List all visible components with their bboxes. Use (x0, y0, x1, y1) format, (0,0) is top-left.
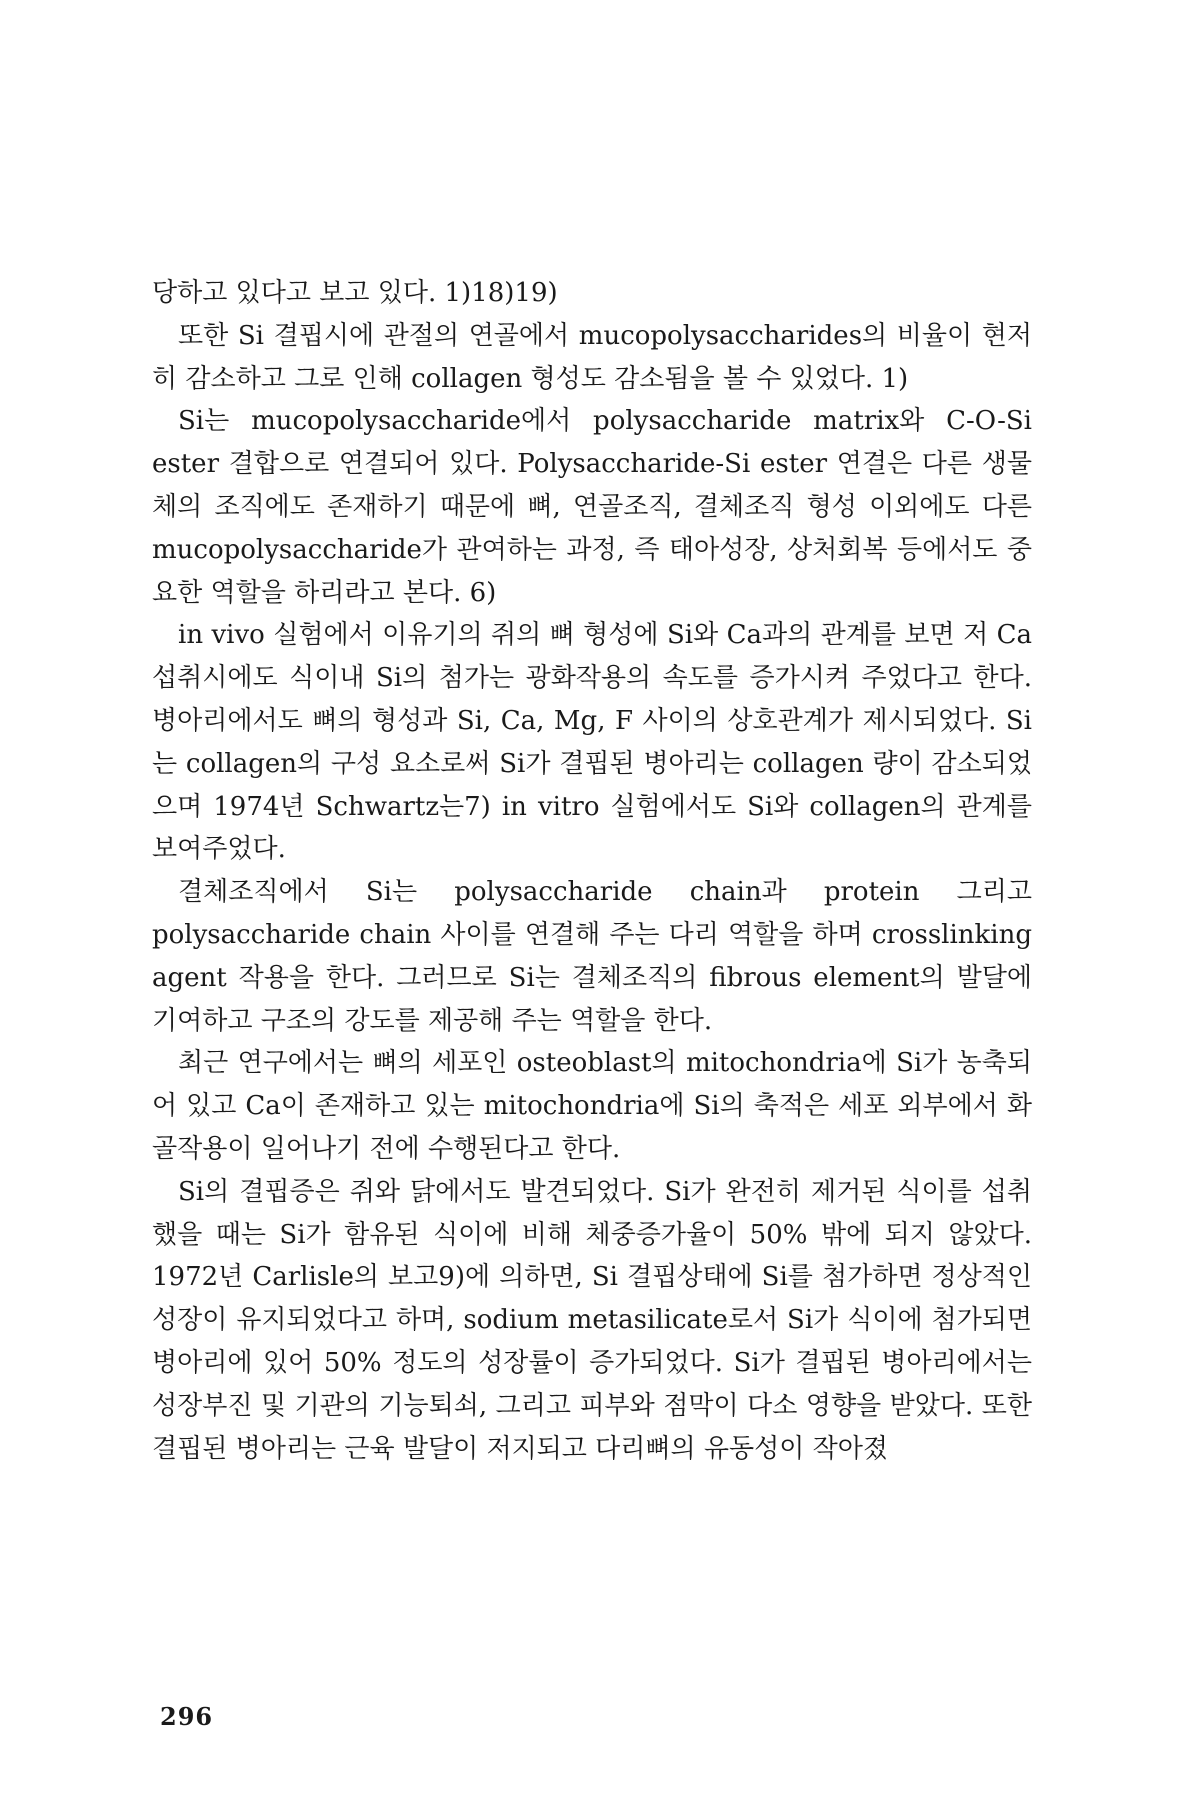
paragraph: Si의 결핍증은 쥐와 닭에서도 발견되었다. Si가 완전히 제거된 식이를 섭취했을 때는 Si가 함유된 식이에 비해 체중증가율이 50% 밖에 되지 않았다. 1972년 Carlisle의 보고9)에 의하면, Si 결핍상태에 Si를 첨가하면 정상적인 성장이 유지되었다고 하며, sodium metasilicate로서 Si가 식이에 첨가되면 병아리에 있어 50% 정도의 성장률이 증가되었다. Si가 결핍된 병아리에서는 성장부진 및 기관의 기능퇴쇠, 그리고 피부와 점막이 다소 영향을 받았다. 또한 결핍된 병아리는 근육 발달이 저지되고 다리뼈의 유동성이 작아졌 (152, 1176, 1032, 1464)
paragraph: 결체조직에서 Si는 polysaccharide chain과 protein 그리고 polysaccharide chain 사이를 연결해 주는 다리 역할을 하며 crosslinking agent 작용을 한다. 그러므로 Si는 결체조직의 fibrous element의 발달에 기여하고 구조의 강도를 제공해 주는 역할을 한다. (152, 877, 1032, 1036)
paragraph: 또한 Si 결핍시에 관절의 연골에서 mucopolysaccharides의 비율이 현저히 감소하고 그로 인해 collagen 형성도 감소됨을 볼 수 있었다. 1) (152, 320, 1032, 394)
body-text (152, 272, 1032, 1470)
paragraph-continuation: 당하고 있다고 보고 있다. 1)18)19) (152, 278, 558, 308)
paragraph: 최근 연구에서는 뼈의 세포인 osteoblast의 mitochondria에 Si가 농축되어 있고 Ca이 존재하고 있는 mitochondria에 Si의 축적은 세포 외부에서 화골작용이 일어나기 전에 수행된다고 한다. (152, 1048, 1032, 1164)
paragraph: Si는 mucopolysaccharide에서 polysaccharide matrix와 C-O-Si ester 결합으로 연결되어 있다. Polysaccharide-Si ester 연결은 다른 생물체의 조직에도 존재하기 때문에 뼈, 연골조직, 결체조직 형성 이외에도 다른 mucopolysaccharide가 관여하는 과정, 즉 태아성장, 상처회복 등에서도 중요한 역할을 하리라고 본다. 6) (152, 406, 1032, 608)
paragraph: in vivo 실험에서 이유기의 쥐의 뼈 형성에 Si와 Ca과의 관계를 보면 저 Ca 섭취시에도 식이내 Si의 첨가는 광화작용의 속도를 증가시켜 주었다고 한다. 병아리에서도 뼈의 형성과 Si, Ca, Mg, F 사이의 상호관계가 제시되었다. Si는 collagen의 구성 요소로써 Si가 결핍된 병아리는 collagen 량이 감소되었으며 1974년 Schwartz는7) in vitro 실험에서도 Si와 collagen의 관계를 보여주었다. (152, 620, 1032, 865)
page-number: 296 (160, 1702, 214, 1731)
